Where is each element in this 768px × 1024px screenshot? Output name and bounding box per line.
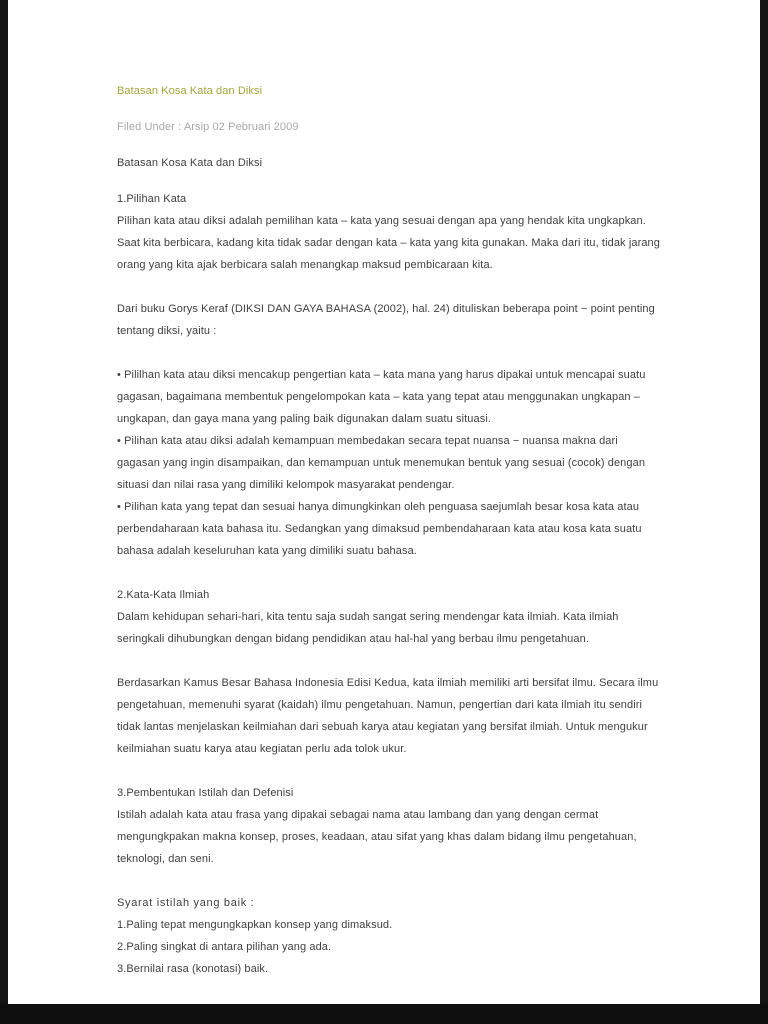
bullet-item: • Pilihan kata yang tepat dan sesuai hanya dimungkinkan oleh penguasa saejumlah besar kosa kata atau perbendaharaan kata bahasa itu. Sedangkan yang dimaksud pembendaharaan kata atau kosa kata suatu bahasa adalah keseluruhan kata yang dimiliki suatu bahasa.: [117, 501, 642, 557]
post-meta: Filed Under : Arsip 02 Pebruari 2009: [117, 121, 299, 133]
post-title-link[interactable]: Batasan Kosa Kata dan Diksi: [117, 85, 263, 97]
list-item: 1.Paling tepat mengungkapkan konsep yang dimaksud.: [117, 919, 393, 931]
document-content: [117, 80, 662, 980]
section-4-heading: Syarat istilah yang baik :: [117, 897, 255, 909]
viewer-edge-left: [0, 0, 8, 1024]
section-3-heading: 3.Pembentukan Istilah dan Defenisi: [117, 787, 294, 799]
bullet-item: • Pililhan kata atau diksi mencakup pengertian kata – kata mana yang harus dipakai untuk mencapai suatu gagasan, bagaimana membentuk pengelompokan kata – kata yang tepat atau menggunakan ungkapan – ungkapan, dan gaya mana yang paling baik digunakan dalam suatu situasi.: [117, 369, 646, 425]
paragraph: Dari buku Gorys Keraf (DIKSI DAN GAYA BAHASA (2002), hal. 24) dituliskan beberapa point − point penting tentang diksi, yaitu :: [117, 303, 655, 337]
document-title: Batasan Kosa Kata dan Diksi: [117, 157, 263, 169]
list-item: 2.Paling singkat di antara pilihan yang ada.: [117, 941, 332, 953]
bullet-list: [117, 364, 662, 562]
numbered-list: [117, 914, 662, 980]
list-item: 3.Bernilai rasa (konotasi) baik.: [117, 963, 269, 975]
viewer-edge-bottom: [0, 1004, 768, 1024]
bullet-item: • Pilihan kata atau diksi adalah kemampuan membedakan secara tepat nuansa − nuansa makna dari gagasan yang ingin disampaikan, dan kemampuan untuk menemukan bentuk yang sesuai (cocok) dengan situasi dan nilai rasa yang dimiliki kelompok masyarakat pendengar.: [117, 435, 646, 491]
viewer-edge-right: [760, 0, 768, 1024]
section-2-heading: 2.Kata-Kata Ilmiah: [117, 589, 210, 601]
paragraph: Berdasarkan Kamus Besar Bahasa Indonesia Edisi Kedua, kata ilmiah memiliki arti bersifat ilmu. Secara ilmu pengetahuan, memenuhi syarat (kaidah) ilmu pengetahuan. Namun, pengertian dari kata ilmiah itu sendiri tidak lantas menjelaskan keilmiahan dari sebuah karya atau kegiatan yang bersifat ilmiah. Untuk mengukur keilmiahan suatu karya atau kegiatan perlu ada tolok ukur.: [117, 677, 659, 755]
section-1-heading: 1.Pilihan Kata: [117, 193, 187, 205]
paragraph: Pilihan kata atau diksi adalah pemilihan kata – kata yang sesuai dengan apa yang hendak kita ungkapkan. Saat kita berbicara, kadang kita tidak sadar dengan kata – kata yang kita gunakan. Maka dari itu, tidak jarang orang yang kita ajak berbicara salah menangkap maksud pembicaraan kita.: [117, 215, 660, 271]
paragraph: Dalam kehidupan sehari-hari, kita tentu saja sudah sangat sering mendengar kata ilmiah. Kata ilmiah seringkali dihubungkan dengan bidang pendidikan atau hal-hal yang berbau ilmu pengetahuan.: [117, 611, 619, 645]
paragraph: Istilah adalah kata atau frasa yang dipakai sebagai nama atau lambang dan yang dengan cermat mengungkpakan makna konsep, proses, keadaan, atau sifat yang khas dalam bidang ilmu pengetahuan, teknologi, dan seni.: [117, 809, 637, 865]
